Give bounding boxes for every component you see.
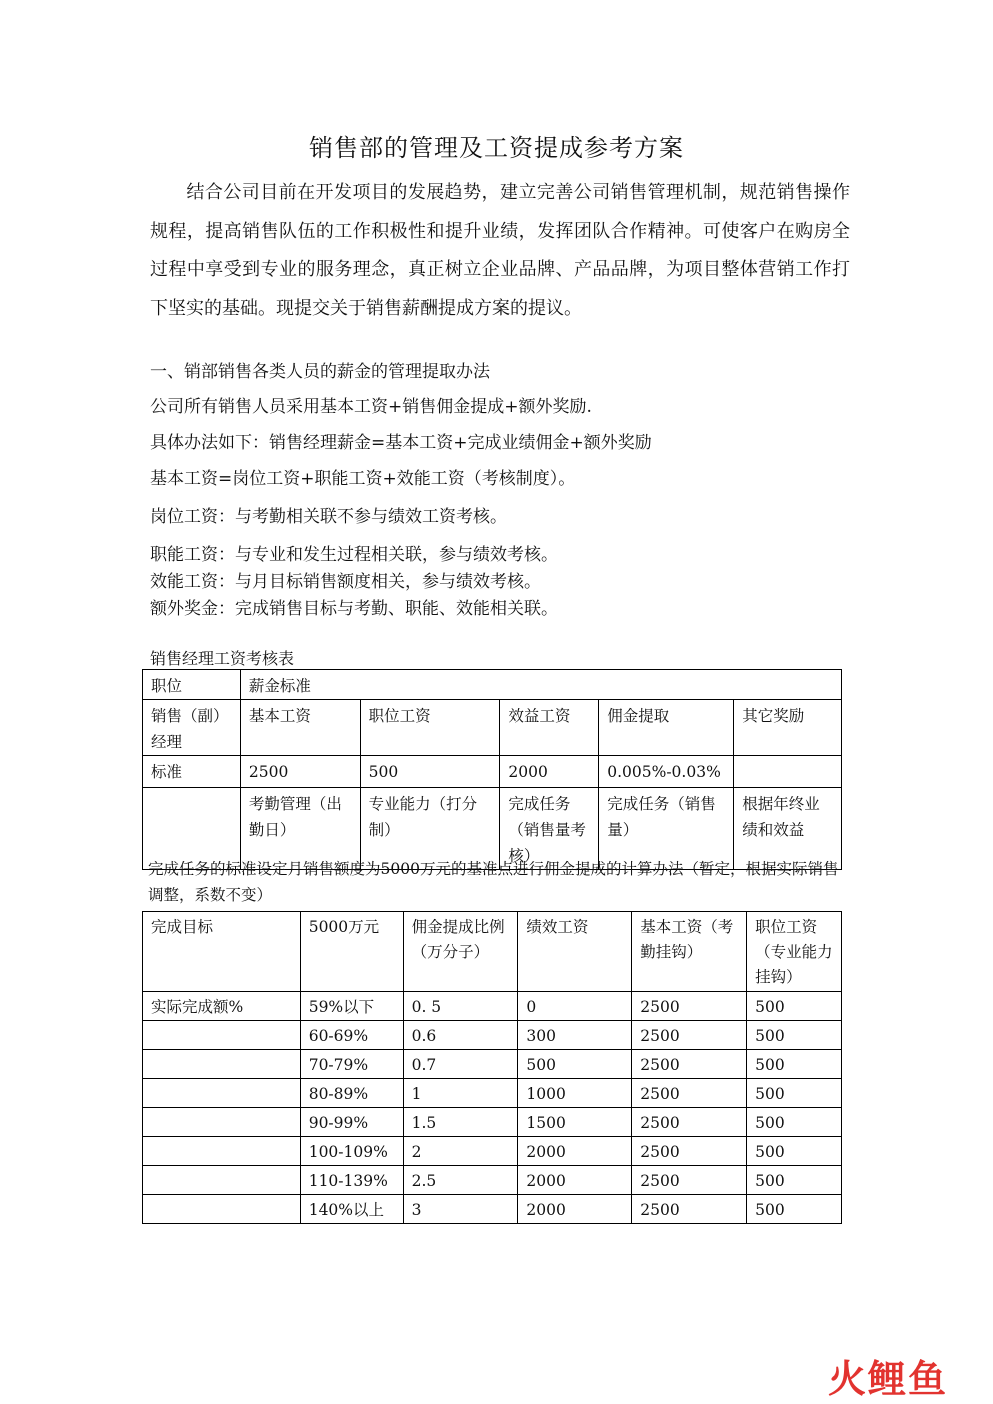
table-cell: 3 <box>403 1195 518 1224</box>
table-row <box>143 670 842 700</box>
table-caption: 销售经理工资考核表 <box>150 649 295 668</box>
table-cell: 100-109% <box>300 1137 403 1166</box>
table-cell: 职位工资（专业能力挂钩） <box>747 912 842 992</box>
table-cell: 500 <box>747 1137 842 1166</box>
table-row <box>143 1137 842 1166</box>
table-cell: 1.5 <box>403 1108 518 1137</box>
table-cell: 90-99% <box>300 1108 403 1137</box>
table-cell: 500 <box>747 1195 842 1224</box>
commission-table <box>142 911 842 1224</box>
table-cell: 300 <box>518 1021 632 1050</box>
manager-salary-table <box>142 669 842 870</box>
table-cell: 佣金提取 <box>599 700 734 756</box>
table-cell: 2500 <box>632 1137 747 1166</box>
table-cell: 80-89% <box>300 1079 403 1108</box>
table-cell: 根据年终业绩和效益 <box>734 788 842 870</box>
table-cell: 110-139% <box>300 1166 403 1195</box>
table-cell: 2500 <box>632 992 747 1021</box>
table-cell: 0.005%-0.03% <box>599 756 734 788</box>
table-cell: 基本工资 <box>240 700 360 756</box>
intro-text: 结合公司目前在开发项目的发展趋势，建立完善公司销售管理机制，规范销售操作规程，提高销售队伍的工作积极性和提升业绩，发挥团队合作精神。可使客户在购房全过程中享受到专业的服务理念，真正树立企业品牌、产品品牌，为项目整体营销工作打下坚实的基础。现提交关于销售薪酬提成方案的提议。 <box>150 182 850 319</box>
table-cell <box>143 1050 301 1079</box>
table-cell: 考勤管理（出勤日） <box>240 788 360 870</box>
table-cell: 1 <box>403 1079 518 1108</box>
table-cell: 500 <box>518 1050 632 1079</box>
policy-line: 岗位工资：与考勤相关联不参与绩效工资考核。 <box>150 507 507 527</box>
table-cell: 2500 <box>632 1050 747 1079</box>
policy-line: 基本工资=岗位工资+职能工资+效能工资（考核制度）。 <box>150 469 576 489</box>
table-cell: 500 <box>747 992 842 1021</box>
table-cell: 0.6 <box>403 1021 518 1050</box>
intro-paragraph <box>150 174 850 328</box>
table-cell: 基本工资（考勤挂钩） <box>632 912 747 992</box>
document-title: 销售部的管理及工资提成参考方案 <box>309 134 684 162</box>
table-cell: 职位工资 <box>360 700 500 756</box>
table-cell: 2500 <box>632 1021 747 1050</box>
table-cell <box>143 1166 301 1195</box>
table-cell: 500 <box>747 1079 842 1108</box>
table-cell: 专业能力（打分制） <box>360 788 500 870</box>
table-cell: 完成任务（销售量考核） <box>500 788 599 870</box>
watermark-logo <box>826 1354 976 1398</box>
calculation-note: 完成任务的标准设定月销售额度为5000万元的基准点进行佣金提成的计算办法（暂定，根据实际销售调整，系数不变） <box>148 860 839 904</box>
table-row <box>143 1166 842 1195</box>
table-cell <box>734 756 842 788</box>
table-cell: 2500 <box>632 1079 747 1108</box>
table-row <box>143 1079 842 1108</box>
table-cell: 140%以上 <box>300 1195 403 1224</box>
policy-line: 额外奖金：完成销售目标与考勤、职能、效能相关联。 <box>150 599 558 619</box>
table-cell: 2500 <box>632 1166 747 1195</box>
table-cell: 2000 <box>518 1166 632 1195</box>
table-cell: 2.5 <box>403 1166 518 1195</box>
table-cell <box>143 1137 301 1166</box>
policy-line: 公司所有销售人员采用基本工资+销售佣金提成+额外奖励. <box>150 397 592 417</box>
table-row <box>143 700 842 756</box>
policy-line: 效能工资：与月目标销售额度相关，参与绩效考核。 <box>150 572 541 592</box>
table-cell: 绩效工资 <box>518 912 632 992</box>
table-cell: 效益工资 <box>500 700 599 756</box>
table-cell: 500 <box>747 1050 842 1079</box>
table-row <box>143 992 842 1021</box>
table-cell: 完成目标 <box>143 912 301 992</box>
watermark-text: 火鲤鱼 <box>828 1357 949 1398</box>
table-cell <box>143 1021 301 1050</box>
table-cell: 1500 <box>518 1108 632 1137</box>
table-cell: 其它奖励 <box>734 700 842 756</box>
table-cell: 标准 <box>143 756 241 788</box>
table-cell: 2000 <box>500 756 599 788</box>
table-cell: 0. 5 <box>403 992 518 1021</box>
table-cell: 佣金提成比例（万分子） <box>403 912 518 992</box>
table-cell: 500 <box>747 1108 842 1137</box>
table-cell: 500 <box>747 1166 842 1195</box>
policy-line: 具体办法如下：销售经理薪金=基本工资+完成业绩佣金+额外奖励 <box>150 433 652 453</box>
table-cell: 2500 <box>632 1108 747 1137</box>
table-cell <box>143 1108 301 1137</box>
table-cell: 0 <box>518 992 632 1021</box>
table-cell: 2500 <box>240 756 360 788</box>
table-cell: 1000 <box>518 1079 632 1108</box>
table-cell: 销售（副）经理 <box>143 700 241 756</box>
table-row <box>143 912 842 992</box>
table-cell: 2000 <box>518 1137 632 1166</box>
table-cell: 70-79% <box>300 1050 403 1079</box>
table-cell: 职位 <box>143 670 241 700</box>
table-row <box>143 1108 842 1137</box>
table-cell <box>143 1195 301 1224</box>
table-row <box>143 1021 842 1050</box>
table-row <box>143 756 842 788</box>
table-cell: 2 <box>403 1137 518 1166</box>
table-cell: 500 <box>747 1021 842 1050</box>
table-row <box>143 1195 842 1224</box>
policy-line: 职能工资：与专业和发生过程相关联，参与绩效考核。 <box>150 545 558 565</box>
table-cell: 0.7 <box>403 1050 518 1079</box>
table-cell: 2500 <box>632 1195 747 1224</box>
table-cell: 完成任务（销售量） <box>599 788 734 870</box>
table-cell: 60-69% <box>300 1021 403 1050</box>
table-cell: 2000 <box>518 1195 632 1224</box>
table-cell: 59%以下 <box>300 992 403 1021</box>
table-row <box>143 1050 842 1079</box>
table-cell: 薪金标准 <box>240 670 841 700</box>
table-cell: 5000万元 <box>300 912 403 992</box>
table-cell: 500 <box>360 756 500 788</box>
section-heading: 一、销部销售各类人员的薪金的管理提取办法 <box>150 362 490 382</box>
table-cell <box>143 1079 301 1108</box>
table-cell: 实际完成额% <box>143 992 301 1021</box>
